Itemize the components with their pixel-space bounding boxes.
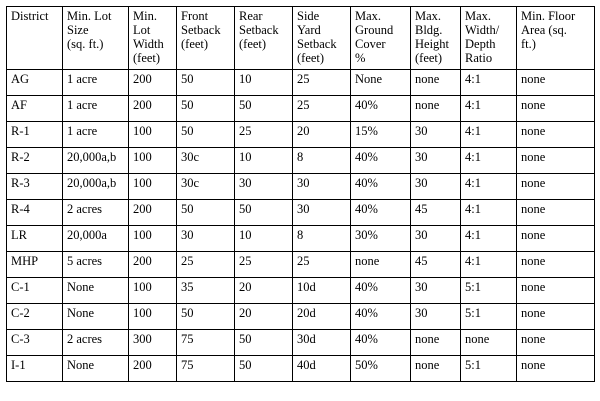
cell-min-lot-size: None	[63, 304, 129, 330]
cell-front-setback: 50	[177, 96, 235, 122]
cell-min-lot-width: 200	[129, 70, 177, 96]
cell-max-bldg-height: 30	[411, 304, 461, 330]
cell-max-ground-cover: none	[351, 252, 411, 278]
cell-min-lot-width: 200	[129, 356, 177, 382]
cell-front-setback: 50	[177, 122, 235, 148]
cell-max-bldg-height: 30	[411, 148, 461, 174]
header-min-lot-size: Min. Lot Size (sq. ft.)	[63, 7, 129, 70]
cell-max-bldg-height: 30	[411, 122, 461, 148]
cell-min-floor-area: none	[517, 304, 595, 330]
header-front-setback: Front Setback (feet)	[177, 7, 235, 70]
cell-min-floor-area: none	[517, 96, 595, 122]
cell-max-width-depth-ratio: 5:1	[461, 304, 517, 330]
cell-front-setback: 75	[177, 330, 235, 356]
cell-side-yard-setback: 25	[293, 252, 351, 278]
table-row	[7, 226, 595, 252]
cell-rear-setback: 50	[235, 356, 293, 382]
table-row	[7, 252, 595, 278]
cell-min-lot-size: None	[63, 356, 129, 382]
cell-front-setback: 25	[177, 252, 235, 278]
cell-front-setback: 50	[177, 70, 235, 96]
cell-side-yard-setback: 8	[293, 226, 351, 252]
cell-rear-setback: 50	[235, 200, 293, 226]
cell-min-floor-area: none	[517, 148, 595, 174]
cell-side-yard-setback: 30	[293, 174, 351, 200]
table-row	[7, 174, 595, 200]
cell-rear-setback: 10	[235, 70, 293, 96]
cell-district: R-3	[7, 174, 63, 200]
cell-side-yard-setback: 20	[293, 122, 351, 148]
cell-min-lot-size: None	[63, 278, 129, 304]
cell-front-setback: 30	[177, 226, 235, 252]
header-district: District	[7, 7, 63, 70]
cell-max-width-depth-ratio: none	[461, 330, 517, 356]
table-row	[7, 96, 595, 122]
cell-rear-setback: 50	[235, 96, 293, 122]
cell-max-width-depth-ratio: 4:1	[461, 122, 517, 148]
cell-side-yard-setback: 25	[293, 70, 351, 96]
cell-max-width-depth-ratio: 4:1	[461, 226, 517, 252]
cell-side-yard-setback: 40d	[293, 356, 351, 382]
cell-district: AG	[7, 70, 63, 96]
table-row	[7, 70, 595, 96]
zoning-table-container	[6, 6, 594, 382]
cell-min-lot-size: 1 acre	[63, 70, 129, 96]
cell-rear-setback: 50	[235, 330, 293, 356]
cell-min-lot-size: 5 acres	[63, 252, 129, 278]
cell-max-ground-cover: 50%	[351, 356, 411, 382]
cell-rear-setback: 25	[235, 252, 293, 278]
cell-max-ground-cover: 40%	[351, 304, 411, 330]
table-row	[7, 278, 595, 304]
cell-min-lot-size: 1 acre	[63, 96, 129, 122]
cell-min-floor-area: none	[517, 330, 595, 356]
cell-district: LR	[7, 226, 63, 252]
cell-max-ground-cover: 40%	[351, 330, 411, 356]
table-header	[7, 7, 595, 70]
cell-district: R-4	[7, 200, 63, 226]
cell-max-width-depth-ratio: 4:1	[461, 70, 517, 96]
cell-min-floor-area: none	[517, 226, 595, 252]
cell-max-ground-cover: 40%	[351, 148, 411, 174]
cell-max-bldg-height: none	[411, 96, 461, 122]
table-body	[7, 70, 595, 382]
cell-max-bldg-height: 30	[411, 226, 461, 252]
cell-max-ground-cover: 15%	[351, 122, 411, 148]
cell-rear-setback: 20	[235, 278, 293, 304]
cell-max-ground-cover: 40%	[351, 278, 411, 304]
cell-front-setback: 75	[177, 356, 235, 382]
cell-max-ground-cover: 40%	[351, 96, 411, 122]
cell-min-lot-width: 200	[129, 252, 177, 278]
cell-max-bldg-height: none	[411, 70, 461, 96]
cell-min-lot-width: 100	[129, 304, 177, 330]
cell-min-lot-width: 100	[129, 122, 177, 148]
cell-max-width-depth-ratio: 4:1	[461, 148, 517, 174]
header-row	[7, 7, 595, 70]
cell-min-floor-area: none	[517, 356, 595, 382]
cell-min-lot-width: 100	[129, 174, 177, 200]
cell-max-width-depth-ratio: 4:1	[461, 96, 517, 122]
zoning-requirements-table	[6, 6, 595, 382]
cell-max-width-depth-ratio: 4:1	[461, 200, 517, 226]
cell-max-bldg-height: 30	[411, 174, 461, 200]
cell-min-lot-width: 100	[129, 226, 177, 252]
cell-rear-setback: 10	[235, 226, 293, 252]
cell-min-lot-width: 100	[129, 278, 177, 304]
cell-min-lot-size: 2 acres	[63, 330, 129, 356]
cell-min-lot-size: 2 acres	[63, 200, 129, 226]
cell-max-bldg-height: 30	[411, 278, 461, 304]
table-row	[7, 122, 595, 148]
cell-max-bldg-height: none	[411, 330, 461, 356]
cell-side-yard-setback: 30	[293, 200, 351, 226]
cell-max-width-depth-ratio: 5:1	[461, 278, 517, 304]
cell-rear-setback: 25	[235, 122, 293, 148]
cell-side-yard-setback: 8	[293, 148, 351, 174]
cell-min-lot-width: 200	[129, 96, 177, 122]
cell-max-width-depth-ratio: 4:1	[461, 252, 517, 278]
cell-min-floor-area: none	[517, 122, 595, 148]
cell-min-lot-size: 1 acre	[63, 122, 129, 148]
cell-side-yard-setback: 20d	[293, 304, 351, 330]
cell-front-setback: 35	[177, 278, 235, 304]
cell-max-width-depth-ratio: 4:1	[461, 174, 517, 200]
cell-min-floor-area: none	[517, 174, 595, 200]
cell-front-setback: 50	[177, 200, 235, 226]
cell-district: R-1	[7, 122, 63, 148]
cell-rear-setback: 10	[235, 148, 293, 174]
header-min-floor-area: Min. Floor Area (sq. ft.)	[517, 7, 595, 70]
cell-min-lot-width: 200	[129, 200, 177, 226]
table-row	[7, 304, 595, 330]
table-row	[7, 356, 595, 382]
header-max-bldg-height: Max. Bldg. Height (feet)	[411, 7, 461, 70]
cell-front-setback: 30c	[177, 148, 235, 174]
cell-district: I-1	[7, 356, 63, 382]
cell-district: MHP	[7, 252, 63, 278]
cell-max-bldg-height: none	[411, 356, 461, 382]
cell-rear-setback: 20	[235, 304, 293, 330]
cell-side-yard-setback: 10d	[293, 278, 351, 304]
cell-rear-setback: 30	[235, 174, 293, 200]
cell-min-lot-size: 20,000a	[63, 226, 129, 252]
cell-max-width-depth-ratio: 5:1	[461, 356, 517, 382]
cell-min-floor-area: none	[517, 252, 595, 278]
cell-district: C-2	[7, 304, 63, 330]
cell-min-lot-width: 300	[129, 330, 177, 356]
cell-min-lot-size: 20,000a,b	[63, 148, 129, 174]
table-row	[7, 148, 595, 174]
cell-max-ground-cover: 30%	[351, 226, 411, 252]
cell-max-ground-cover: None	[351, 70, 411, 96]
cell-max-bldg-height: 45	[411, 200, 461, 226]
table-row	[7, 200, 595, 226]
cell-side-yard-setback: 25	[293, 96, 351, 122]
header-rear-setback: Rear Setback (feet)	[235, 7, 293, 70]
cell-district: C-3	[7, 330, 63, 356]
header-min-lot-width: Min. Lot Width (feet)	[129, 7, 177, 70]
cell-district: AF	[7, 96, 63, 122]
cell-min-floor-area: none	[517, 70, 595, 96]
cell-min-floor-area: none	[517, 200, 595, 226]
table-row	[7, 330, 595, 356]
header-max-width-depth-ratio: Max. Width/ Depth Ratio	[461, 7, 517, 70]
cell-min-lot-size: 20,000a,b	[63, 174, 129, 200]
cell-min-lot-width: 100	[129, 148, 177, 174]
cell-side-yard-setback: 30d	[293, 330, 351, 356]
cell-district: R-2	[7, 148, 63, 174]
header-side-yard-setback: Side Yard Setback (feet)	[293, 7, 351, 70]
cell-max-ground-cover: 40%	[351, 200, 411, 226]
header-max-ground-cover: Max. Ground Cover %	[351, 7, 411, 70]
cell-max-bldg-height: 45	[411, 252, 461, 278]
cell-max-ground-cover: 40%	[351, 174, 411, 200]
cell-front-setback: 30c	[177, 174, 235, 200]
cell-min-floor-area: none	[517, 278, 595, 304]
cell-district: C-1	[7, 278, 63, 304]
cell-front-setback: 50	[177, 304, 235, 330]
